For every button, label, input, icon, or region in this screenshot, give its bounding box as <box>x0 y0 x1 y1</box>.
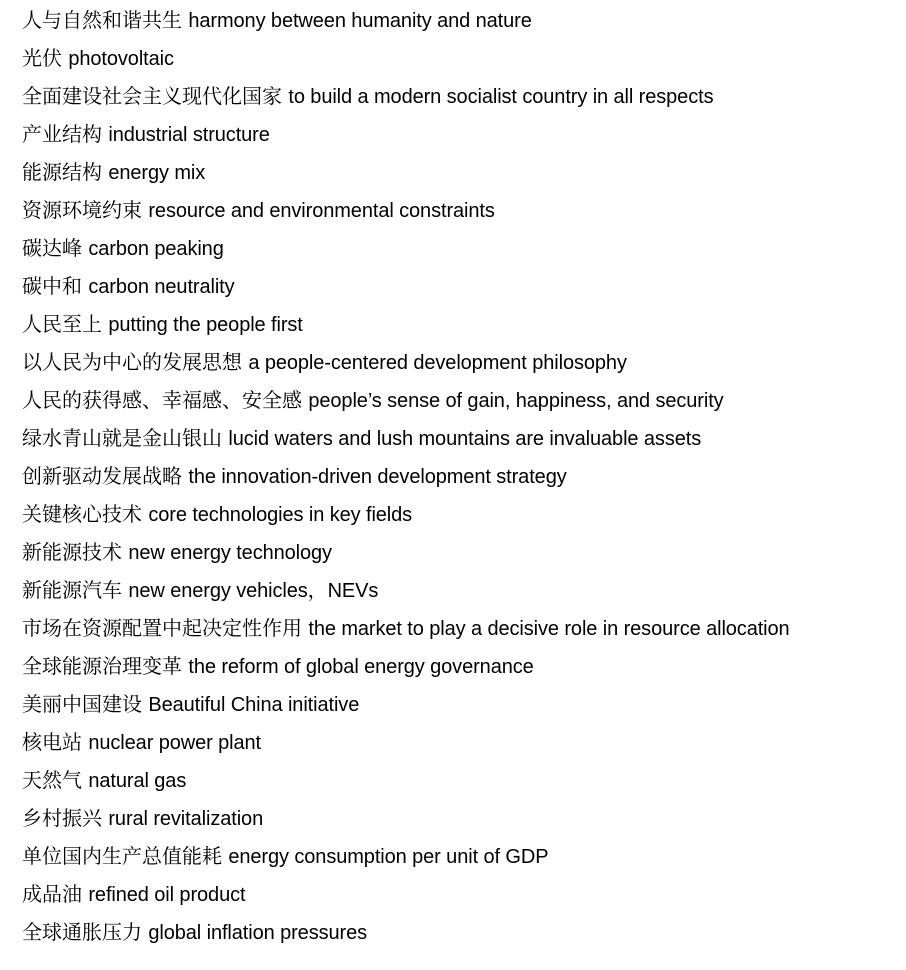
chinese-term: 以人民为中心的发展思想 <box>22 350 242 374</box>
english-term: energy consumption per unit of GDP <box>228 846 549 868</box>
chinese-term: 关键核心技术 <box>22 502 142 526</box>
english-term: natural gas <box>88 770 187 792</box>
english-term: carbon neutrality <box>88 276 235 298</box>
chinese-term: 天然气 <box>22 768 82 792</box>
chinese-term: 产业结构 <box>22 122 102 146</box>
chinese-term: 人与自然和谐共生 <box>22 8 182 32</box>
chinese-term: 资源环境约束 <box>22 198 142 222</box>
chinese-term: 乡村振兴 <box>22 806 102 830</box>
english-term: new energy technology <box>128 542 332 564</box>
glossary-entry <box>22 77 902 115</box>
english-term: refined oil product <box>88 884 246 906</box>
english-term: rural revitalization <box>108 808 264 830</box>
english-term: the innovation-driven development strategy <box>188 466 567 488</box>
glossary-entry <box>22 229 902 267</box>
glossary-entry <box>22 115 902 153</box>
chinese-term: 新能源技术 <box>22 540 122 564</box>
english-term: resource and environmental constraints <box>148 200 495 222</box>
english-term: carbon peaking <box>88 238 224 260</box>
english-term: global inflation pressures <box>148 922 367 944</box>
chinese-term: 市场在资源配置中起决定性作用 <box>22 616 302 640</box>
glossary-entry <box>22 647 902 685</box>
glossary-entry <box>22 495 902 533</box>
english-term: to build a modern socialist country in all respects <box>288 86 714 108</box>
chinese-term: 绿水青山就是金山银山 <box>22 426 222 450</box>
english-term: a people-centered development philosophy <box>248 352 627 374</box>
english-term: harmony between humanity and nature <box>188 10 532 32</box>
glossary-entry <box>22 457 902 495</box>
glossary-entry <box>22 153 902 191</box>
glossary-entry <box>22 685 902 723</box>
english-term: putting the people first <box>108 314 303 336</box>
english-term: people’s sense of gain, happiness, and security <box>308 390 724 412</box>
chinese-term: 全球通胀压力 <box>22 920 142 944</box>
glossary-entry <box>22 533 902 571</box>
chinese-term: 能源结构 <box>22 160 102 184</box>
glossary-entry <box>22 875 902 913</box>
english-term: new energy vehicles，NEVs <box>128 580 379 602</box>
chinese-term: 单位国内生产总值能耗 <box>22 844 222 868</box>
chinese-term: 光伏 <box>22 46 62 70</box>
chinese-term: 新能源汽车 <box>22 578 122 602</box>
english-term: lucid waters and lush mountains are invaluable assets <box>228 428 702 450</box>
glossary-entry <box>22 1 902 39</box>
english-term: energy mix <box>108 162 206 184</box>
chinese-term: 核电站 <box>22 730 82 754</box>
chinese-term: 人民的获得感、幸福感、安全感 <box>22 388 302 412</box>
glossary-entry <box>22 419 902 457</box>
english-term: the reform of global energy governance <box>188 656 534 678</box>
glossary-entry <box>22 39 902 77</box>
chinese-term: 美丽中国建设 <box>22 692 142 716</box>
glossary-entry <box>22 913 902 951</box>
chinese-term: 全球能源治理变革 <box>22 654 182 678</box>
glossary-entry <box>22 305 902 343</box>
glossary-entry <box>22 267 902 305</box>
glossary-entry <box>22 761 902 799</box>
glossary-entry <box>22 723 902 761</box>
chinese-term: 全面建设社会主义现代化国家 <box>22 84 282 108</box>
english-term: nuclear power plant <box>88 732 262 754</box>
chinese-term: 创新驱动发展战略 <box>22 464 182 488</box>
english-term: Beautiful China initiative <box>148 694 360 716</box>
chinese-term: 成品油 <box>22 882 82 906</box>
english-term: photovoltaic <box>68 48 174 70</box>
glossary-entry <box>22 343 902 381</box>
glossary-entry <box>22 837 902 875</box>
glossary-entry <box>22 571 902 609</box>
chinese-term: 碳中和 <box>22 274 82 298</box>
english-term: the market to play a decisive role in resource allocation <box>308 618 790 640</box>
glossary-entry <box>22 799 902 837</box>
chinese-term: 碳达峰 <box>22 236 82 260</box>
english-term: industrial structure <box>108 124 270 146</box>
english-term: core technologies in key fields <box>148 504 413 526</box>
glossary-entry <box>22 609 902 647</box>
glossary-list <box>22 1 902 951</box>
chinese-term: 人民至上 <box>22 312 102 336</box>
glossary-entry <box>22 191 902 229</box>
glossary-entry <box>22 381 902 419</box>
